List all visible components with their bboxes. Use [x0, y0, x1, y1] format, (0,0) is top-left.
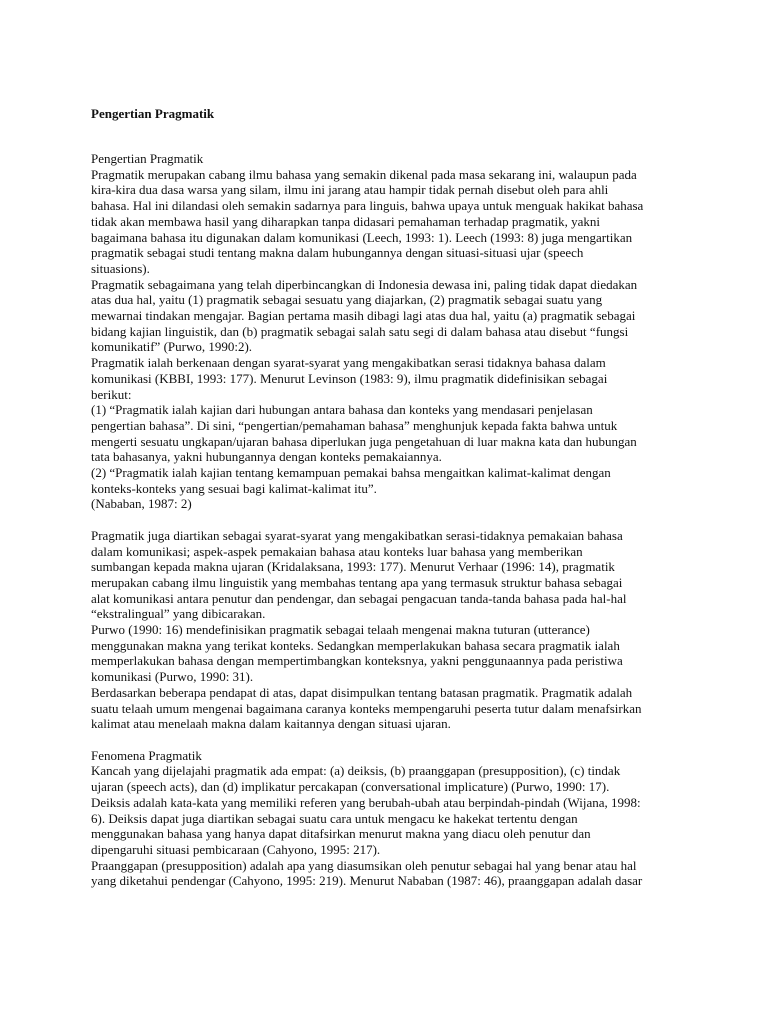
- section-gap: [91, 512, 688, 528]
- text-line: sumbangan kepada makna ujaran (Kridalaksana, 1993: 177). Menurut Verhaar (1996: 14), pragmatik: [91, 559, 615, 575]
- text-line: (1) “Pragmatik ialah kajian dari hubungan antara bahasa dan konteks yang mendasari penjelasan: [91, 402, 593, 418]
- text-line: Pragmatik juga diartikan sebagai syarat-syarat yang mengakibatkan serasi-tidaknya pemakaian bahasa: [91, 527, 623, 543]
- text-line: (Nababan, 1987: 2): [91, 496, 192, 512]
- text-line: komunikasi (KBBI, 1993: 177). Menurut Levinson (1983: 9), ilmu pragmatik didefinisikan sebagai: [91, 370, 608, 386]
- text-line: mewarnai tindakan mengajar. Bagian pertama masih dibagi lagi atas dua hal, yaitu (a) pragmatik sebagai: [91, 308, 636, 324]
- text-line: Kancah yang dijelajahi pragmatik ada empat: (a) deiksis, (b) praanggapan (presupposition), (c) tindak: [91, 763, 621, 779]
- text-line: menggunakan makna yang terikat konteks. Sedangkan memperlakukan bahasa secara pragmatik ialah: [91, 637, 620, 653]
- text-line: kalimat atau menelaah makna dalam kaitannya dengan situasi ujaran.: [91, 716, 451, 732]
- text-line: Pragmatik sebagaimana yang telah diperbincangkan di Indonesia dewasa ini, paling tidak dapat diedakan: [91, 276, 638, 292]
- text-line: Deiksis adalah kata-kata yang memiliki referen yang berubah-ubah atau berpindah-pindah (Wijana, 1998:: [91, 794, 641, 810]
- text-line: konteks-konteks yang sesuai bagi kalimat-kalimat itu”.: [91, 480, 377, 496]
- text-line: situasions).: [91, 260, 150, 276]
- text-line: tata bahasanya, yakni hubungannya dengan konteks pemakaiannya.: [91, 449, 442, 465]
- text-line: ujaran (speech acts), dan (d) implikatur percakapan (conversational implicature) (Purwo, 1990: 17).: [91, 779, 610, 795]
- text-line: Pragmatik ialah berkenaan dengan syarat-syarat yang mengakibatkan serasi tidaknya bahasa dalam: [91, 355, 606, 371]
- text-line: “ekstralingual” yang dibicarakan.: [91, 606, 266, 622]
- text-line: menggunakan bahasa yang hanya dapat ditafsirkan menurut makna yang diacu oleh penutur dan: [91, 826, 591, 842]
- section-2: [91, 528, 688, 732]
- text-line: yang diketahui pendengar (Cahyono, 1995: 219). Menurut Nababan (1987: 46), praanggapan adalah dasar: [91, 873, 643, 889]
- text-line: dalam komunikasi; aspek-aspek pemakaian bahasa atau konteks luar bahasa yang memberikan: [91, 543, 583, 559]
- title-spacer: [91, 122, 688, 151]
- text-line: atas dua hal, yaitu (1) pragmatik sebagai sesuatu yang diajarkan, (2) pragmatik sebagai suatu yang: [91, 292, 603, 308]
- text-line: bidang kajian linguistik, dan (b) pragmatik sebagai salah satu segi di dalam bahasa atau disebut “fungsi: [91, 323, 629, 339]
- text-line: alat komunikasi antara penutur dan pendengar, dan sebagai pengacuan tanda-tanda bahasa pada hal-hal: [91, 590, 627, 606]
- text-line: (2) “Pragmatik ialah kajian tentang kemampuan pemakai bahsa mengaitkan kalimat-kalimat dengan: [91, 465, 611, 481]
- text-line: bagaimana bahasa itu digunakan dalam komunikasi (Leech, 1993: 1). Leech (1993: 8) juga mengartikan: [91, 229, 633, 245]
- text-line: komunikatif” (Purwo, 1990:2).: [91, 339, 253, 355]
- text-line: bahasa. Hal ini dilandasi oleh semakin sadarnya para linguis, bahwa upaya untuk menguak hakikat bahasa: [91, 198, 644, 214]
- section-gap: [91, 732, 688, 748]
- text-line: berikut:: [91, 386, 132, 402]
- text-line: komunikasi (Purwo, 1990: 31).: [91, 669, 254, 685]
- text-line: kira-kira dua dasa warsa yang silam, ilmu ini jarang atau hampir tidak pernah disebut oleh para ahli: [91, 182, 609, 198]
- text-line: suatu telaah umum mengenai bagaimana caranya konteks mempengaruhi peserta tutur dalam menafsirkan: [91, 700, 642, 716]
- text-line: mengerti sesuatu ungkapan/ujaran bahasa diperlukan juga pengetahuan di luar makna kata dan hubungan: [91, 433, 637, 449]
- text-line: pragmatik sebagai studi tentang makna dalam hubungannya dengan situasi-situasi ujar (speech: [91, 245, 584, 261]
- text-line: Purwo (1990: 16) mendefinisikan pragmatik sebagai telaah mengenai makna tuturan (utterance): [91, 622, 590, 638]
- section-1: [91, 151, 688, 512]
- section-3: [91, 748, 688, 889]
- text-line: Fenomena Pragmatik: [91, 747, 202, 763]
- document-title: Pengertian Pragmatik: [91, 106, 215, 121]
- text-line: merupakan cabang ilmu linguistik yang membahas tentang apa yang termasuk struktur bahasa sebagai: [91, 574, 623, 590]
- text-line: pengertian bahasa”. Di sini, “pengertian/pemahaman bahasa” menghunjuk kepada fakta bahwa untuk: [91, 417, 618, 433]
- text-line: Pragmatik merupakan cabang ilmu bahasa yang semakin dikenal pada masa sekarang ini, walaupun pada: [91, 166, 637, 182]
- text-line: tidak akan membawa hasil yang diharapkan tanpa didasari pemahaman terhadap pragmatik, yakni: [91, 213, 600, 229]
- text-line: Pengertian Pragmatik: [91, 151, 204, 166]
- text-line: Praanggapan (presupposition) adalah apa yang diasumsikan oleh penutur sebagai hal yang benar atau hal: [91, 857, 637, 873]
- text-line: 6). Deiksis dapat juga diartikan sebagai suatu cara untuk mengacu ke hakekat tertentu dengan: [91, 810, 578, 826]
- text-line: dipengaruhi situasi pembicaraan (Cahyono, 1995: 217).: [91, 841, 381, 857]
- text-line: Berdasarkan beberapa pendapat di atas, dapat disimpulkan tentang batasan pragmatik. Pragmatik adalah: [91, 684, 633, 700]
- text-line: memperlakukan bahasa dengan mempertimbangkan konteksnya, yakni penggunaannya pada peristiwa: [91, 653, 623, 669]
